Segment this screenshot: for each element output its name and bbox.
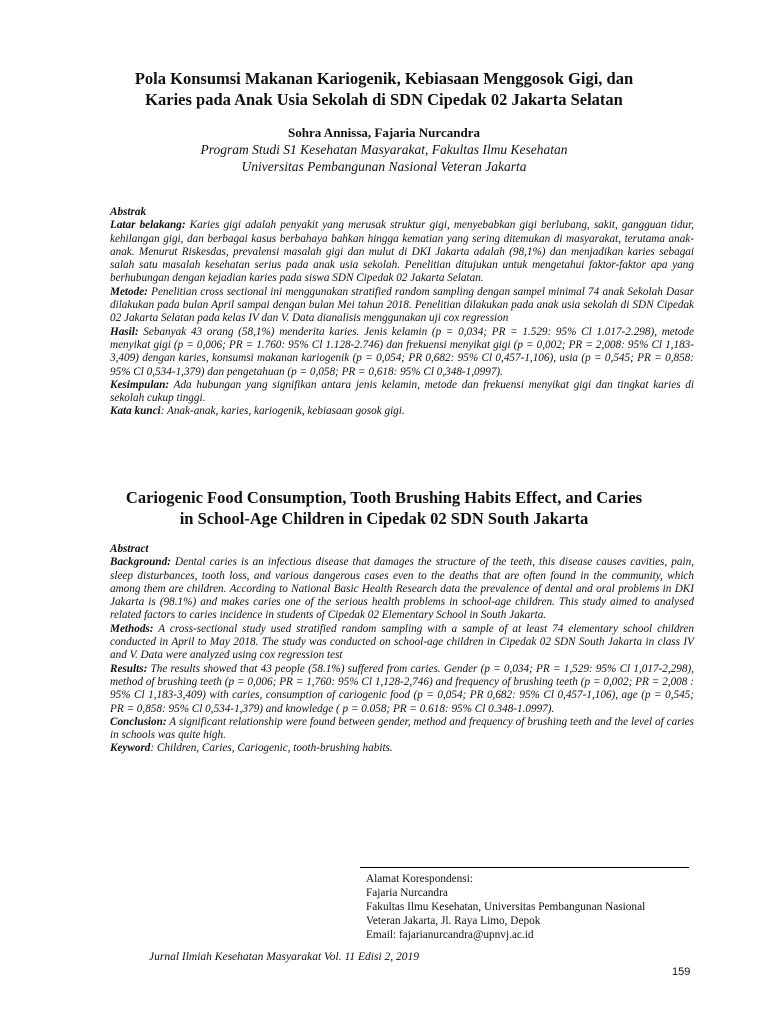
methods-label: Methods: (110, 622, 154, 635)
kata-kunci-label: Kata kunci (110, 405, 161, 418)
journal-footer: Jurnal Ilmiah Kesehatan Masyarakat Vol. 11 Edisi 2, 2019 (149, 951, 420, 963)
abstrak-heading: Abstrak (110, 206, 147, 218)
title-en-line-2: in School-Age Children in Cipedak 02 SDN South Jakarta (179, 509, 589, 528)
abstrak-kesimpulan (110, 379, 694, 406)
abstract-results (110, 663, 694, 716)
abstrak-kata-kunci (110, 405, 694, 418)
metode-text: Penelitian cross sectional ini menggunakan stratified random sampling dengan sampel minimal 74 anak Sekolah Dasar dilakukan pada bulan April sampai dengan bulan Mei tahun 2018. Penelitian dilakukan pada anak usia sekolah di SDN Cipedak 02 Jakarta Selatan pada kelas IV dan V. Data dianalisis menggunakan uji cox regression (110, 285, 694, 325)
title-en-line-1: Cariogenic Food Consumption, Tooth Brushing Habits Effect, and Caries (125, 488, 643, 507)
authors: Sohra Annissa, Fajaria Nurcandra (288, 125, 480, 140)
page-number: 159 (672, 966, 691, 978)
kata-kunci-text: : Anak-anak, karies, kariogenik, kebiasaan gosok gigi. (160, 405, 405, 418)
abstrak-latar-belakang (110, 219, 694, 285)
background-label: Background: (110, 556, 171, 569)
results-label: Results: (110, 662, 148, 675)
correspondence-block (366, 872, 696, 942)
abstract-section (110, 543, 694, 756)
abstrak-section (110, 206, 694, 419)
affiliation (90, 141, 678, 175)
conclusion-label: Conclusion: (110, 715, 167, 728)
methods-text: A cross-sectional study used stratified random sampling with a sample of at least 74 elementary school children conducted in April to May 2018. The study was conducted on school-age children in Cipedak 02 SDN South Jakarta in class IV and V. Data were analyzed using cox regression test (110, 622, 694, 662)
abstract-keyword (110, 742, 694, 755)
abstract-conclusion (110, 716, 694, 743)
correspondence-address-2: Veteran Jakarta, Jl. Raya Limo, Depok (366, 915, 541, 927)
correspondence-name: Fajaria Nurcandra (366, 887, 448, 899)
kesimpulan-text: Ada hubungan yang signifikan antara jenis kelamin, metode dan frekuensi menyikat gigi dan tingkat karies di sekolah cukup tinggi. (110, 378, 694, 405)
correspondence-email: Email: fajarianurcandra@upnvj.ac.id (366, 929, 534, 941)
hasil-text: Sebanyak 43 orang (58,1%) menderita karies. Jenis kelamin (p = 0,034; PR = 1.529: 95% Cl 1.017-2.298), metode menyikat gigi (p = 0,006; PR = 1.760: 95% Cl 1.128-2.746) dan frekuensi menyikat gigi (p = 0,002; PR = 2,008: 95% Cl 1,183-3,409) dengan karies, konsumsi makanan kariogenik (p = 0,054; PR 0,682: 95% Cl 0,457-1,106), usia (p = 0,545; PR = 0,858: 95% Cl 0,534-1,379) dan pengetahuan (p = 0,058; PR = 0,618: 95% Cl 0,348-1,0997). (110, 325, 694, 378)
metode-label: Metode: (110, 285, 148, 298)
kesimpulan-label: Kesimpulan: (110, 378, 170, 391)
conclusion-text: A significant relationship were found between gender, method and frequency of brushing teeth and the level of caries in schools was quite high. (110, 715, 694, 742)
affiliation-line-2: Universitas Pembangunan Nasional Veteran Jakarta (241, 159, 527, 174)
background-text: Dental caries is an infectious disease that damages the structure of the teeth, this disease causes cavities, pain, sleep disturbances, tooth loss, and various dangerous cases even to the deaths that are often found in the community, which among them are children. According to National Basic Health Research data the prevalence of dental and oral problems in DKI Jakarta is (98.1%) and makes caries one of the serious health problems in school-age children. This study aimed to analysed related factors to caries incidence in students of Cipedak 02 Elementary School in South Jakarta. (110, 556, 694, 622)
latar-belakang-text: Karies gigi adalah penyakit yang merusak struktur gigi, menyebabkan gigi berlubang, sakit, gangguan tidur, kehilangan gigi, dan berbagai kasus berbahaya bahkan hingga kematian yang sering ditemukan di masyarakat, terutama anak-anak. Menurut Riskesdas, prevalensi masalah gigi dan mulut di DKI Jakarta adalah (98,1%) dan menjadikan karies sebagai salah satu masalah kesehatan serius pada anak usia sekolah. Penelitian ditujukan untuk mengetahui faktor-faktor apa yang berhubungan dengan kejadian karies pada siswa SDN Cipedak 02 Jakarta Selatan. (110, 219, 694, 285)
abstrak-hasil (110, 326, 694, 379)
abstract-heading: Abstract (110, 543, 149, 555)
latar-belakang-label: Latar belakang: (110, 219, 186, 232)
title-id-line-1: Pola Konsumsi Makanan Kariogenik, Kebiasaan Menggosok Gigi, dan (134, 69, 634, 88)
abstract-methods (110, 623, 694, 663)
abstract-background (110, 556, 694, 622)
title-english (90, 487, 678, 529)
hasil-label: Hasil: (110, 325, 139, 338)
correspondence-address-1: Fakultas Ilmu Kesehatan, Universitas Pembangunan Nasional (366, 901, 646, 913)
affiliation-line-1: Program Studi S1 Kesehatan Masyarakat, Fakultas Ilmu Kesehatan (200, 142, 568, 157)
title-indonesian (90, 68, 678, 110)
title-id-line-2: Karies pada Anak Usia Sekolah di SDN Cipedak 02 Jakarta Selatan (145, 90, 623, 109)
abstrak-metode (110, 286, 694, 326)
keyword-label: Keyword (110, 742, 151, 755)
keyword-text: : Children, Caries, Cariogenic, tooth-brushing habits. (150, 742, 393, 755)
correspondence-divider (360, 867, 689, 868)
correspondence-label: Alamat Korespondensi: (366, 873, 473, 885)
results-text: The results showed that 43 people (58.1%) suffered from caries. Gender (p = 0,034; PR = 1,529: 95% Cl 1,017-2,298), method of brushing teeth (p = 0,006; PR = 1,760: 95% Cl 1,128-2,746) and frequency of brushing teeth (p = 0,002; PR = 2,008 : 95% Cl 1,183-3,409) with caries, consumption of cariogenic food (p = 0,054; PR 0,682: 95% Cl 0,457-1,106), age (p = 0,545; PR = 0,858: 95% Cl 0,534-1,379) and knowledge ( p = 0.058; PR = 0.618: 95% Cl 0.348-1.0997). (110, 662, 694, 715)
